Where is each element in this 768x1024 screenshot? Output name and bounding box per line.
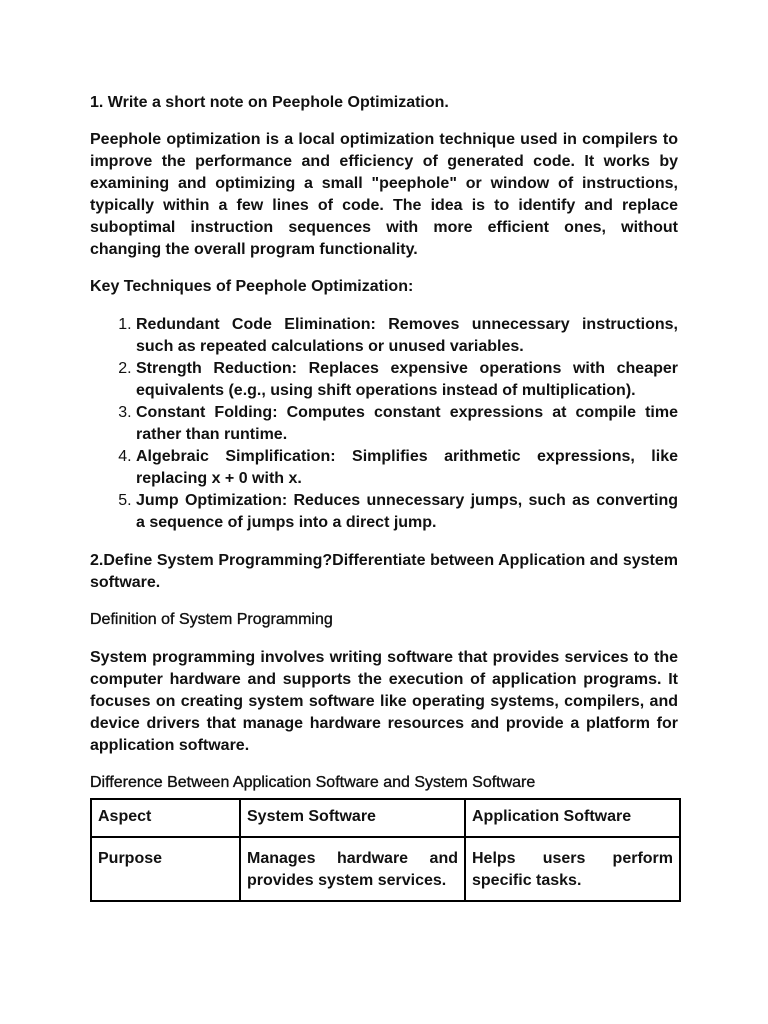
- difference-label: Difference Between Application Software and System Software: [90, 774, 536, 791]
- comparison-table: [90, 798, 681, 902]
- system-programming-definition: System programming involves writing software that provides services to the computer hardware and supports the execution of application programs. It focuses on creating system software like operating systems, compilers, and device drivers that manage hardware resources and provide a platform for application software.: [90, 649, 678, 754]
- header-application-software: Application Software: [465, 799, 680, 837]
- key-techniques-heading: Key Techniques of Peephole Optimization:: [90, 278, 414, 295]
- table-cell: Purpose: [91, 837, 240, 901]
- list-item: 2. Strength Reduction: Replaces expensive operations with cheaper equivalents (e.g., using shift operations instead of multiplication).: [136, 358, 678, 402]
- list-item: 3. Constant Folding: Computes constant expressions at compile time rather than runtime.: [136, 402, 678, 446]
- list-item: 1. Redundant Code Elimination: Removes unnecessary instructions, such as repeated calculations or unused variables.: [136, 314, 678, 358]
- header-system-software: System Software: [240, 799, 465, 837]
- peephole-intro-paragraph: Peephole optimization is a local optimization technique used in compilers to improve the performance and efficiency of generated code. It works by examining and optimizing a small "peephole" or window of instructions, typically within a few lines of code. The idea is to identify and replace suboptimal instruction sequences with more efficient ones, without changing the overall program functionality.: [90, 131, 678, 258]
- techniques-list: [90, 314, 678, 534]
- definition-label: Definition of System Programming: [90, 611, 333, 628]
- table-cell: Helps users perform specific tasks.: [465, 837, 680, 901]
- table-header-row: [91, 799, 680, 837]
- question-1-heading: 1. Write a short note on Peephole Optimization.: [90, 94, 449, 111]
- list-item: 4. Algebraic Simplification: Simplifies arithmetic expressions, like replacing x + 0 with x.: [136, 446, 678, 490]
- header-aspect: Aspect: [91, 799, 240, 837]
- table-cell: Manages hardware and provides system services.: [240, 837, 465, 901]
- question-2-heading: 2.Define System Programming?Differentiate between Application and system software.: [90, 552, 678, 591]
- table-row: [91, 837, 680, 901]
- list-item: 5. Jump Optimization: Reduces unnecessary jumps, such as converting a sequence of jumps into a direct jump.: [136, 490, 678, 534]
